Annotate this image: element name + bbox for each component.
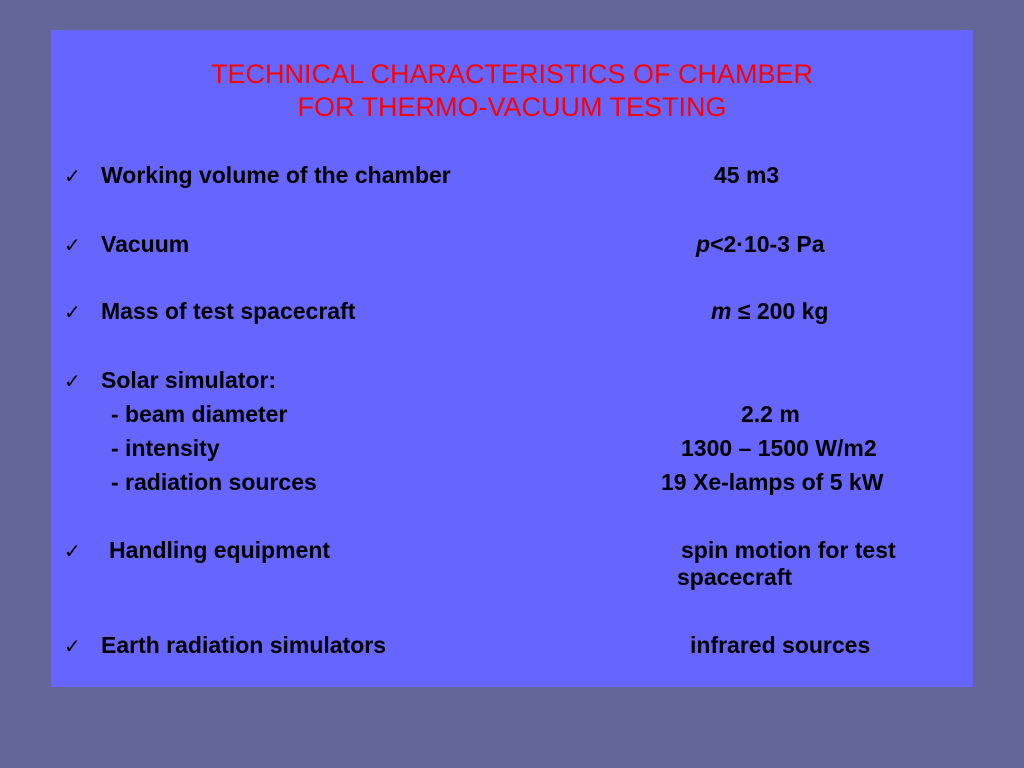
title-line-1: TECHNICAL CHARACTERISTICS OF CHAMBER [210, 59, 814, 89]
checkmark-icon: ✓ [64, 371, 81, 393]
spec-label: - radiation sources [111, 469, 317, 495]
checkmark-icon: ✓ [64, 636, 81, 658]
spec-label: Working volume of the chamber [101, 162, 451, 188]
checkmark-icon: ✓ [64, 235, 81, 257]
slide-title [51, 58, 973, 124]
slide-panel [51, 30, 973, 687]
spec-value [711, 298, 828, 324]
spec-value: 19 Xe-lamps of 5 kW [661, 469, 884, 495]
spec-value-line-1: spin motion for test [681, 537, 896, 563]
spec-label: Earth radiation simulators [101, 632, 387, 658]
checkmark-icon: ✓ [64, 302, 81, 324]
spec-value [696, 231, 825, 257]
spec-label: Vacuum [101, 231, 190, 257]
spec-value-symbol: m [711, 298, 732, 324]
spec-label: Handling equipment [109, 537, 331, 563]
spec-label: - beam diameter [111, 401, 288, 427]
spec-value: 45 m3 [714, 162, 780, 188]
spec-value-symbol: p [696, 231, 711, 257]
checkmark-icon: ✓ [64, 166, 81, 188]
spec-label: - intensity [111, 435, 220, 461]
spec-label: Mass of test spacecraft [101, 298, 356, 324]
spec-label: Solar simulator: [101, 367, 277, 393]
spec-value: 1300 – 1500 W/m2 [681, 435, 877, 461]
checkmark-icon: ✓ [64, 541, 81, 563]
spec-value-text: <2·10-3 Pa [710, 231, 825, 257]
spec-value-text: ≤ 200 kg [731, 298, 829, 324]
title-line-2: FOR THERMO-VACUUM TESTING [297, 92, 727, 122]
spec-value: 2.2 m [741, 401, 800, 427]
spec-value: infrared sources [690, 632, 871, 658]
spec-value-line-2: spacecraft [677, 564, 793, 590]
